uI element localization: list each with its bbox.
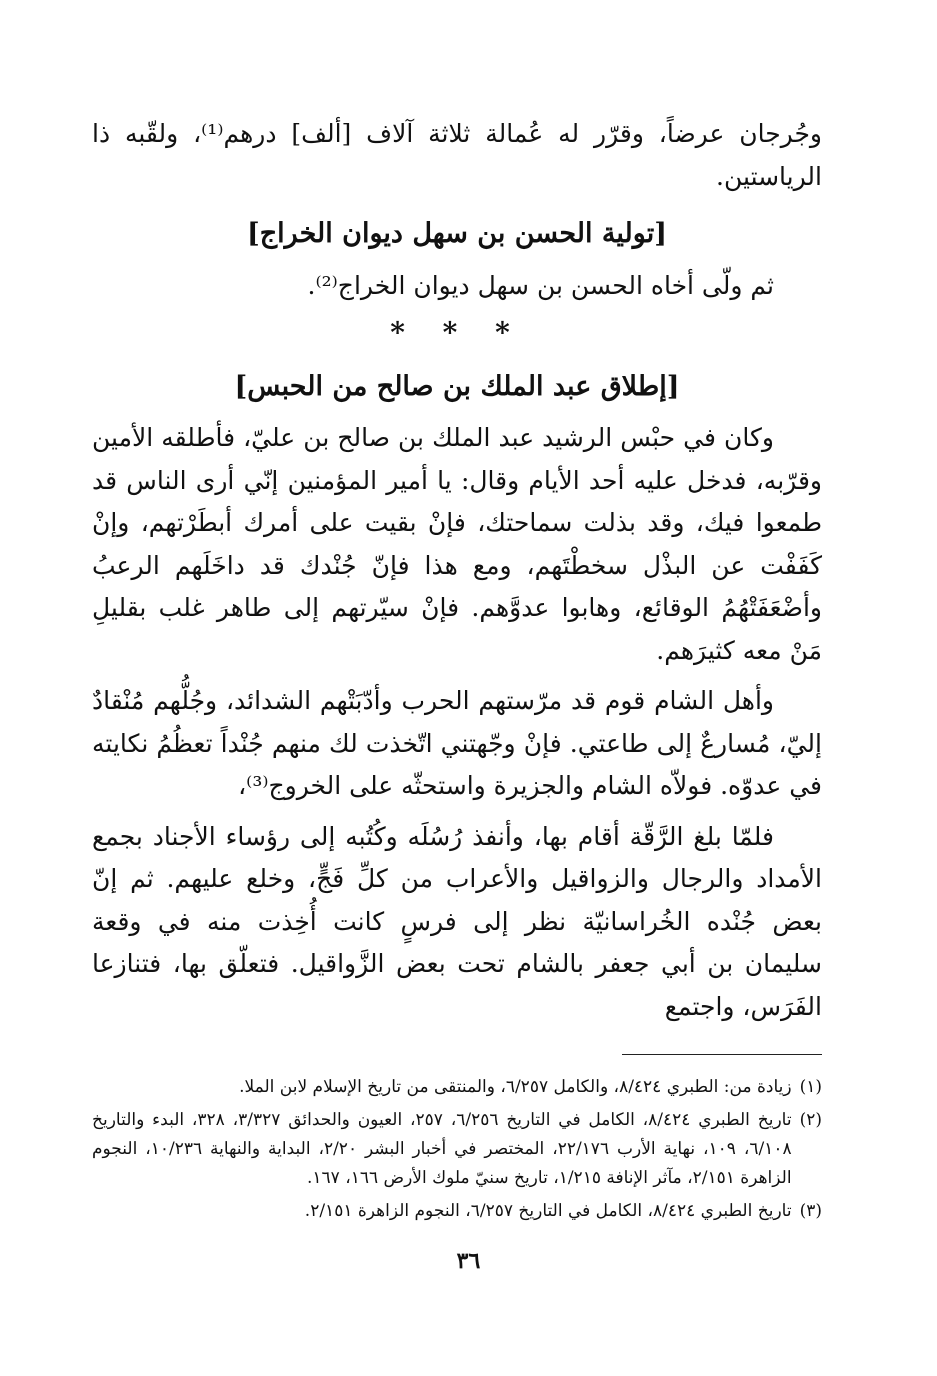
body-paragraph: وأهل الشام قوم قد مرّستهم الحرب وأدّبَتْهم الشدائد، وجُلُّهم مُنْقادٌ إليّ، مُسارعٌ إلى طاعتي. فإنْ وجّهتني اتّخذت لك منهم جُنْداً تعظُمُ نكايته في عدوّه. فولاّه الشام والجزيرة واستحثّه على الخروج⁽³⁾، xyxy=(92,686,822,800)
page-number: ٣٦ xyxy=(456,1248,481,1274)
footnote-divider xyxy=(622,1054,822,1055)
body-paragraph: وكان في حبْس الرشيد عبد الملك بن صالح بن عليّ، فأطلقه الأمين وقرّبه، فدخل عليه أحد الأيام وقال: يا أمير المؤمنين إنّي أرى الناس قد طمعوا فيك، وقد بذلت سماحتك، فإنْ بقيت على أمرك أبطَرْتهم، وإنْ كَفَفْت عن البذْل سخطْتَهم، ومع هذا فإنّ جُنْدك قد داخَلَهم الرعبُ وأضْعَفَتْهُمُ الوقائع، وهابوا عدوَّهم. فإنْ سيّرتهم إلى طاهر غلب بقليلِ مَنْ معه كثيرَهم. xyxy=(92,423,822,665)
footnote xyxy=(92,1073,822,1102)
footnote-number: (٢) xyxy=(799,1110,822,1130)
page-content xyxy=(92,112,822,1230)
footnote xyxy=(92,1197,822,1226)
section-heading-hasan: [تولية الحسن بن سهل ديوان الخراج] xyxy=(246,218,668,249)
footnote-number: (٣) xyxy=(799,1201,822,1221)
body-paragraph: فلمّا بلغ الرَّقّة أقام بها، وأنفذ رُسُلَه وكُتُبه إلى رؤساء الأجناد بجمع الأمداد والرجال والزواقيل والأعراب من كلِّ فَجٍّ، وخلع عليهم. ثم إنّ بعض جُنْده الخُراسانيّة نظر إلى فرسٍ كانت أُخِذت منه في وقعة سليمان بن أبي جعفر بالشام تحت بعض الزَّواقيل. فتعلّق بها، فتنازعا الفَرَس، واجتمع xyxy=(92,821,822,1021)
footnote-text: تاريخ الطبري ٨/٤٢٤، الكامل في التاريخ ٦/٢٥٦، ٢٥٧، العيون والحدائق ٣/٣٢٧، ٣٢٨، البدء والتاريخ ٦/١٠٨، ١٠٩، نهاية الأرب ٢٢/١٧٦، المختصر في أخبار البشر ٢/٢٠، البداية والنهاية ١٠/٢٣٦، النجوم الزاهرة ٢/١٥١، مآثر الإنافة ١/٢١٥، تاريخ سنيّ ملوك الأرض ١٦٦، ١٦٧. xyxy=(92,1110,792,1188)
footnote-text: تاريخ الطبري ٨/٤٢٤، الكامل في التاريخ ٦/٢٥٧، النجوم الزاهرة ٢/١٥١. xyxy=(304,1201,792,1221)
section-heading-abdulmalik: [إطلاق عبد الملك بن صالح من الحبس] xyxy=(234,371,680,402)
footnote-number: (١) xyxy=(799,1077,822,1097)
footnotes xyxy=(92,1073,822,1226)
intro-paragraph: وجُرجان عرضاً، وقرّر له عُمالة ثلاثة آلاف [ألف] درهم⁽¹⁾، ولقّبه ذا الرياستين. xyxy=(92,119,822,191)
footnote-text: زيادة من: الطبري ٨/٤٢٤، والكامل ٦/٢٥٧، والمنتقى من تاريخ الإسلام لابن الملا. xyxy=(239,1077,792,1097)
section-separator: * * * xyxy=(390,316,524,349)
footnote xyxy=(92,1106,822,1193)
section-text-hasan: ثم ولّى أخاه الحسن بن سهل ديوان الخراج⁽²⁾. xyxy=(307,271,774,300)
